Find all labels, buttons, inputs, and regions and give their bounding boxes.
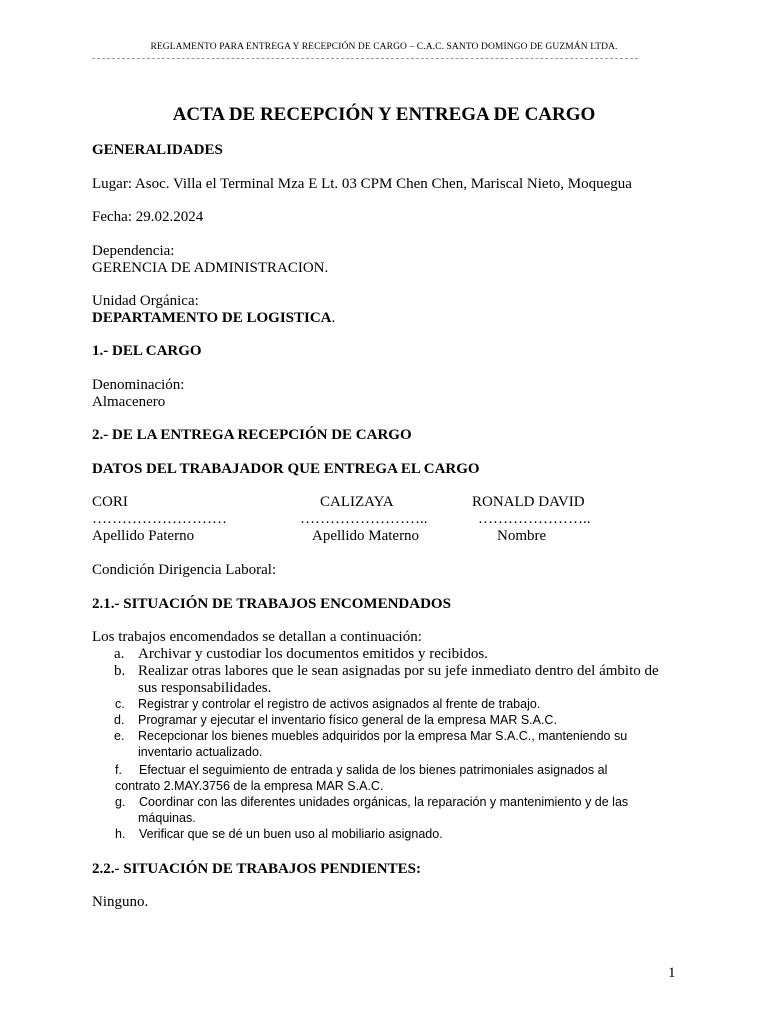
list-marker: c. <box>115 697 125 711</box>
denominacion-value: Almacenero <box>92 394 166 410</box>
list-marker: g. <box>115 795 126 809</box>
condicion-laboral: Condición Dirigencia Laboral: <box>92 562 277 578</box>
list-item-text: Recepcionar los bienes muebles adquiridos por la empresa Mar S.A.C., manteniendo su <box>138 729 628 743</box>
list-marker: a. <box>114 646 125 662</box>
document-title: ACTA DE RECEPCIÓN Y ENTREGA DE CARGO <box>172 104 596 125</box>
unidad-organica-label: Unidad Orgánica: <box>92 293 199 309</box>
trabajos-intro: Los trabajos encomendados se detallan a continuación: <box>92 629 422 645</box>
lugar-line: Lugar: Asoc. Villa el Terminal Mza E Lt. 03 CPM Chen Chen, Mariscal Nieto, Moquegua <box>92 176 632 192</box>
fecha-line: Fecha: 29.02.2024 <box>92 209 204 225</box>
dots-paterno: ……………………… <box>92 511 227 527</box>
section-2-1-heading: 2.1.- SITUACIÓN DE TRABAJOS ENCOMENDADOS <box>92 596 451 612</box>
label-apellido-paterno: Apellido Paterno <box>92 528 195 544</box>
denominacion-label: Denominación: <box>92 377 185 393</box>
worker-apellido-paterno: CORI <box>92 494 128 510</box>
list-item-text-continued: inventario actualizado. <box>138 745 263 759</box>
dependencia-label: Dependencia: <box>92 243 175 259</box>
list-marker: f. <box>115 763 122 777</box>
list-item-text-continued: máquinas. <box>138 811 196 825</box>
running-header: REGLAMENTO PARA ENTREGA Y RECEPCIÓN DE CARGO – C.A.C. SANTO DOMINGO DE GUZMÁN LTDA. <box>150 42 618 52</box>
list-marker: d. <box>114 713 125 727</box>
section-1-heading: 1.- DEL CARGO <box>92 343 202 359</box>
section-2-2-heading: 2.2.- SITUACIÓN DE TRABAJOS PENDIENTES: <box>92 861 421 877</box>
unidad-organica-value <box>92 310 335 327</box>
list-marker: b. <box>114 663 126 679</box>
section-2-heading: 2.- DE LA ENTREGA RECEPCIÓN DE CARGO <box>92 427 412 443</box>
dependencia-value: GERENCIA DE ADMINISTRACION. <box>92 260 329 276</box>
dots-nombre: ………………….. <box>478 511 591 527</box>
list-item-text: Verificar que se dé un buen uso al mobiliario asignado. <box>139 827 443 841</box>
list-item-text: Registrar y controlar el registro de activos asignados al frente de trabajo. <box>138 697 541 711</box>
list-item-text: Coordinar con las diferentes unidades orgánicas, la reparación y mantenimiento y de las <box>139 795 629 809</box>
label-apellido-materno: Apellido Materno <box>312 528 420 544</box>
worker-apellido-materno: CALIZAYA <box>320 494 394 510</box>
generalidades-heading: GENERALIDADES <box>92 142 223 158</box>
list-item-text: Programar y ejecutar el inventario físico general de la empresa MAR S.A.C. <box>138 713 557 727</box>
list-marker: h. <box>115 827 126 841</box>
unidad-organica-period: . <box>331 310 336 326</box>
list-item-text: Archivar y custodiar los documentos emitidos y recibidos. <box>138 646 488 662</box>
list-marker: e. <box>114 729 125 743</box>
page-number: 1 <box>668 965 676 981</box>
unidad-organica-name: DEPARTAMENTO DE LOGISTICA <box>92 310 332 326</box>
list-item-text-continued: sus responsabilidades. <box>138 680 272 696</box>
list-item-text-continued: contrato 2.MAY.3756 de la empresa MAR S.A.C. <box>115 779 384 793</box>
pendientes-value: Ninguno. <box>92 894 149 910</box>
label-nombre: Nombre <box>497 528 547 544</box>
list-item-text: Realizar otras labores que le sean asignadas por su jefe inmediato dentro del ámbito de <box>138 663 659 679</box>
datos-trabajador-heading: DATOS DEL TRABAJADOR QUE ENTREGA EL CARGO <box>92 461 480 477</box>
list-item-text: Efectuar el seguimiento de entrada y salida de los bienes patrimoniales asignados al <box>139 763 608 777</box>
worker-nombre: RONALD DAVID <box>472 494 585 510</box>
dots-materno: …………………….. <box>300 511 428 527</box>
header-divider <box>92 58 638 59</box>
